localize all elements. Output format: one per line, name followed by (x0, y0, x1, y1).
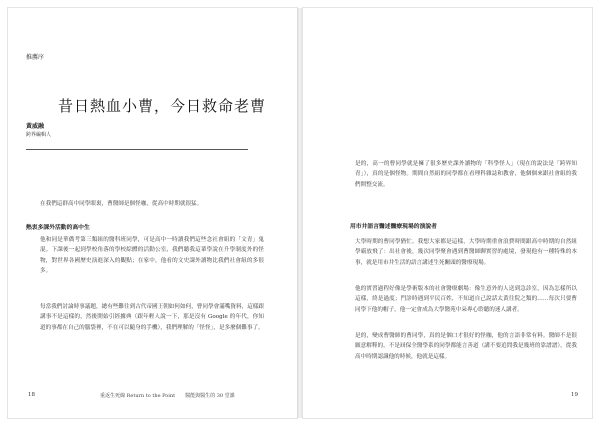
right-page (303, 8, 592, 418)
paragraph: 大學時期的曹同學猶忙。我想大家都是這樣，大學時期重會浪費時間跟高中時期的自然組學霸放飛了：出社會後，幾次同學聚會遇到曹醫師聊實習的處境，發現他有一種特殊的本事，就是用市井生活的語言講述生死關頭的醫療現場。 (355, 239, 577, 266)
section-heading: 用市井語言醫述醫療現場的演說者 (350, 224, 437, 230)
paragraph: 每當我們討論時事議題，總有些難往到古代帝國王朝如何如何，曹同學會滿嘴資料，這樣跟講事不是這樣的，然後開始引經據典（跟年輕人說一下，那是沒有 Google 的年代，你知道的事都在自己的腦袋裡，不在可以隨身的手機），我們理解的「怪怪」，是多麼個難事了。 (40, 304, 264, 331)
book-spread (8, 8, 592, 418)
paragraph: 是的，變成曹醫師的曹同學，真的是個口才很好的怪咖，他的言語非常有料。醫師不是很願意解釋的，不是屆保全醫學系的同學都能言善道（講不要追問我是幾班的靠譜譜），從我高中時期認識他的時候，他就是這樣。 (355, 333, 577, 360)
page-title: 昔日熱血小曹，今日救命老曹 (58, 97, 267, 115)
paragraph: 在我們這群高中同學眼裏，曹醫師是個怪咖，從高中時期就很猛。 (40, 201, 203, 207)
left-page (8, 8, 297, 418)
section-heading: 熱衷多課外活動的高中生 (26, 225, 90, 231)
paragraph: 他的實習過程好像是學術版本的社會醫療劇場：像生意外的人送到急診室，因為怎樣所以這樣，終是過度；門診時遇到平民百姓，不知道自己說話太黃往院之類的……每次只要曹同學下他的帽子，他一定會成為大學醫苑中朵專心聆聽的迷人講者。 (355, 286, 577, 313)
paragraph: 他和同是華僑考第三類組的醫科班同學，可是高中一時讀我們這些念社會組的「文青」鬼混。下課後一起到學校角落的學校綜體的活動公室，我們聽我這輩學說在升學制度外的怪物，對世界各國歷史演進深入的觀點；在家中，他看的文史課外讀物比我們社會組的多很多。 (40, 237, 264, 275)
paragraph: 是的，高一的曹同學就是擁了很多歷史課外讀物的「科學怪人」（現在的說法是「跨界知青」），真的是個怪物。期間自然組的同學都在看理科雜誌和教會，他個個來跟社會組的我們開整交流。 (355, 161, 577, 188)
author-name: 黃威融 (26, 123, 45, 130)
running-footer: 重返生死線 Return to the Point 醫能與醫生的 30 堂課 (100, 393, 235, 399)
author-role: 跨界編輯人 (26, 132, 52, 138)
page-number: 19 (571, 392, 578, 398)
section-label: 推薦序 (26, 54, 45, 61)
title-divider (26, 149, 248, 150)
page-number: 18 (28, 392, 35, 398)
